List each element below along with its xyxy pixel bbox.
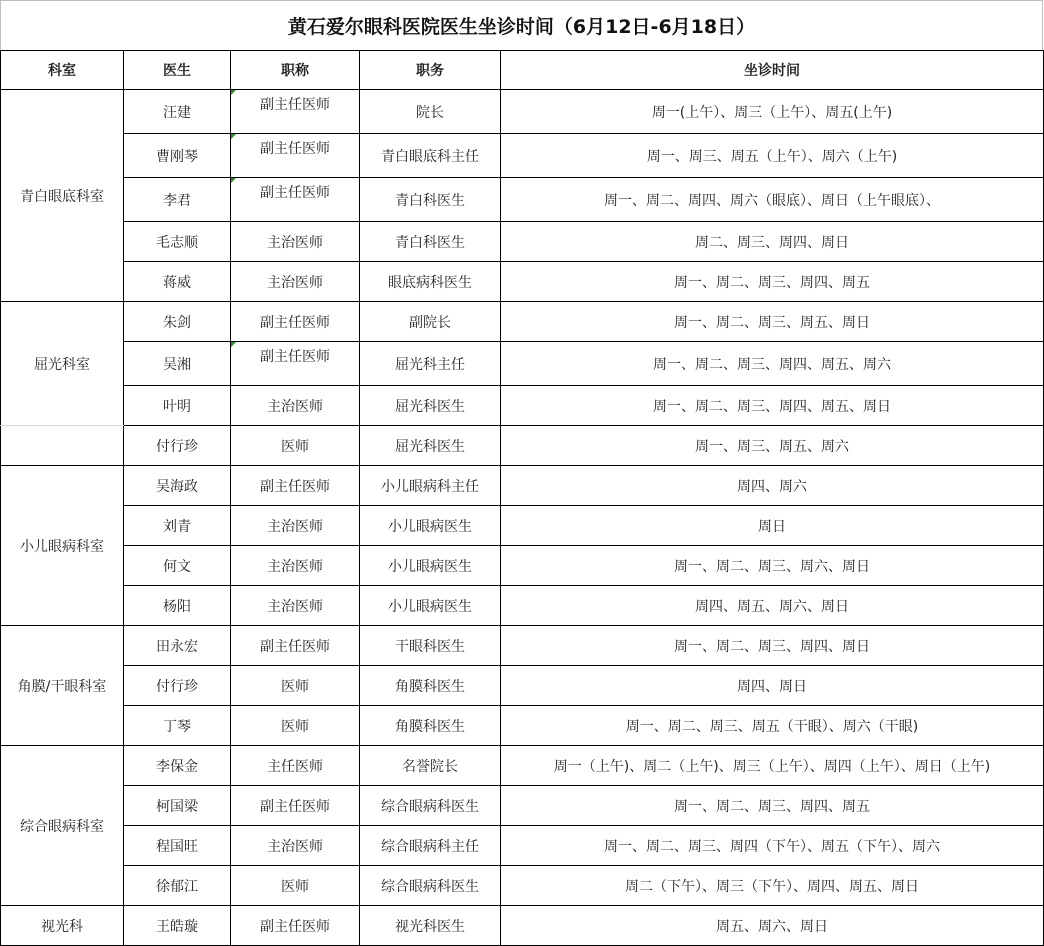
title-cell: 医师 bbox=[231, 866, 360, 906]
schedule-cell: 周四、周六 bbox=[501, 466, 1044, 506]
header-dept: 科室 bbox=[1, 51, 124, 90]
schedule-cell: 周一(上午）、周三（上午）、周五(上午) bbox=[501, 90, 1044, 134]
position-cell: 屈光科医生 bbox=[360, 386, 501, 426]
position-cell: 青白眼底科主任 bbox=[360, 134, 501, 178]
schedule-cell: 周二（下午）、周三（下午）、周四、周五、周日 bbox=[501, 866, 1044, 906]
position-cell: 屈光科主任 bbox=[360, 342, 501, 386]
position-cell: 综合眼病科医生 bbox=[360, 786, 501, 826]
title-cell: 主治医师 bbox=[231, 262, 360, 302]
dept-cell: 小儿眼病科室 bbox=[1, 466, 124, 626]
title-cell: 主治医师 bbox=[231, 826, 360, 866]
schedule-cell: 周一（上午)、周二（上午)、周三（上午）、周四（上午）、周日（上午) bbox=[501, 746, 1044, 786]
title-cell: 副主任医师 bbox=[231, 302, 360, 342]
schedule-cell: 周一、周二、周三、周四（下午）、周五（下午）、周六 bbox=[501, 826, 1044, 866]
position-cell: 角膜科医生 bbox=[360, 666, 501, 706]
title-cell: 副主任医师 bbox=[231, 906, 360, 946]
position-cell: 小儿眼病医生 bbox=[360, 546, 501, 586]
schedule-cell: 周一、周二、周三、周五、周日 bbox=[501, 302, 1044, 342]
position-cell: 干眼科医生 bbox=[360, 626, 501, 666]
doctor-cell: 付行珍 bbox=[124, 666, 231, 706]
dept-cell: 青白眼底科室 bbox=[1, 90, 124, 302]
title-cell: 副主任医师 bbox=[231, 134, 360, 178]
position-cell: 视光科医生 bbox=[360, 906, 501, 946]
doctor-cell: 柯国梁 bbox=[124, 786, 231, 826]
position-cell: 屈光科医生 bbox=[360, 426, 501, 466]
title-cell: 主治医师 bbox=[231, 506, 360, 546]
table-row bbox=[1, 222, 1044, 262]
position-cell: 副院长 bbox=[360, 302, 501, 342]
doctor-cell: 叶明 bbox=[124, 386, 231, 426]
header-doctor: 医生 bbox=[124, 51, 231, 90]
doctor-cell: 朱剑 bbox=[124, 302, 231, 342]
doctor-cell: 毛志顺 bbox=[124, 222, 231, 262]
table-row bbox=[1, 262, 1044, 302]
doctor-cell: 付行珍 bbox=[124, 426, 231, 466]
table-row bbox=[1, 466, 1044, 506]
doctor-cell: 李君 bbox=[124, 178, 231, 222]
doctor-cell: 程国旺 bbox=[124, 826, 231, 866]
table-row bbox=[1, 302, 1044, 342]
schedule-cell: 周一、周二、周三、周四、周五、周六 bbox=[501, 342, 1044, 386]
doctor-cell: 丁琴 bbox=[124, 706, 231, 746]
table-row bbox=[1, 546, 1044, 586]
title-cell: 主治医师 bbox=[231, 386, 360, 426]
schedule-cell: 周一、周二、周三、周六、周日 bbox=[501, 546, 1044, 586]
doctor-cell: 吴海政 bbox=[124, 466, 231, 506]
header-title: 职称 bbox=[231, 51, 360, 90]
table-row bbox=[1, 746, 1044, 786]
schedule-cell: 周四、周日 bbox=[501, 666, 1044, 706]
schedule-cell: 周一、周二、周三、周四、周五 bbox=[501, 786, 1044, 826]
position-cell: 眼底病科医生 bbox=[360, 262, 501, 302]
title-cell: 医师 bbox=[231, 706, 360, 746]
position-cell: 小儿眼病科主任 bbox=[360, 466, 501, 506]
schedule-cell: 周一、周三、周五（上午）、周六（上午) bbox=[501, 134, 1044, 178]
position-cell: 小儿眼病医生 bbox=[360, 506, 501, 546]
schedule-cell: 周四、周五、周六、周日 bbox=[501, 586, 1044, 626]
dept-cell: 综合眼病科室 bbox=[1, 746, 124, 906]
schedule-cell: 周一、周二、周三、周四、周日 bbox=[501, 626, 1044, 666]
title-cell: 副主任医师 bbox=[231, 342, 360, 386]
table-row bbox=[1, 666, 1044, 706]
doctor-cell: 王皓璇 bbox=[124, 906, 231, 946]
doctor-cell: 吴湘 bbox=[124, 342, 231, 386]
schedule-table bbox=[0, 50, 1044, 946]
title-cell: 医师 bbox=[231, 666, 360, 706]
table-row bbox=[1, 586, 1044, 626]
doctor-cell: 汪建 bbox=[124, 90, 231, 134]
title-cell: 副主任医师 bbox=[231, 626, 360, 666]
schedule-cell: 周一、周三、周五、周六 bbox=[501, 426, 1044, 466]
position-cell: 综合眼病科医生 bbox=[360, 866, 501, 906]
position-cell: 青白科医生 bbox=[360, 178, 501, 222]
position-cell: 综合眼病科主任 bbox=[360, 826, 501, 866]
table-row bbox=[1, 706, 1044, 746]
table-row bbox=[1, 386, 1044, 426]
table-row bbox=[1, 178, 1044, 222]
doctor-cell: 徐郁江 bbox=[124, 866, 231, 906]
header-schedule: 坐诊时间 bbox=[501, 51, 1044, 90]
schedule-cell: 周二、周三、周四、周日 bbox=[501, 222, 1044, 262]
schedule-cell: 周一、周二、周三、周四、周五、周日 bbox=[501, 386, 1044, 426]
title-cell: 主治医师 bbox=[231, 586, 360, 626]
schedule-cell: 周一、周二、周四、周六（眼底）、周日（上午眼底）、 bbox=[501, 178, 1044, 222]
table-row bbox=[1, 134, 1044, 178]
title-cell: 主治医师 bbox=[231, 546, 360, 586]
header-row bbox=[1, 51, 1044, 90]
position-cell: 院长 bbox=[360, 90, 501, 134]
sheet-title: 黄石爱尔眼科医院医生坐诊时间（6月12日-6月18日） bbox=[0, 0, 1043, 50]
title-cell: 副主任医师 bbox=[231, 90, 360, 134]
schedule-cell: 周一、周二、周三、周五（干眼）、周六（干眼) bbox=[501, 706, 1044, 746]
title-cell: 副主任医师 bbox=[231, 786, 360, 826]
table-row bbox=[1, 626, 1044, 666]
doctor-cell: 田永宏 bbox=[124, 626, 231, 666]
doctor-cell: 杨阳 bbox=[124, 586, 231, 626]
title-cell: 副主任医师 bbox=[231, 178, 360, 222]
table-row bbox=[1, 426, 1044, 466]
title-cell: 副主任医师 bbox=[231, 466, 360, 506]
title-cell: 主治医师 bbox=[231, 222, 360, 262]
dept-cell: 视光科 bbox=[1, 906, 124, 946]
table-row bbox=[1, 826, 1044, 866]
dept-cell: 屈光科室 bbox=[1, 302, 124, 426]
schedule-cell: 周一、周二、周三、周四、周五 bbox=[501, 262, 1044, 302]
table-row bbox=[1, 786, 1044, 826]
doctor-cell: 曹刚琴 bbox=[124, 134, 231, 178]
title-cell: 医师 bbox=[231, 426, 360, 466]
table-row bbox=[1, 906, 1044, 946]
doctor-cell: 蒋威 bbox=[124, 262, 231, 302]
position-cell: 青白科医生 bbox=[360, 222, 501, 262]
dept-cell-empty bbox=[1, 426, 124, 466]
doctor-cell: 刘青 bbox=[124, 506, 231, 546]
table-row bbox=[1, 90, 1044, 134]
header-position: 职务 bbox=[360, 51, 501, 90]
table-row bbox=[1, 342, 1044, 386]
title-cell: 主任医师 bbox=[231, 746, 360, 786]
position-cell: 名誉院长 bbox=[360, 746, 501, 786]
schedule-cell: 周五、周六、周日 bbox=[501, 906, 1044, 946]
doctor-cell: 何文 bbox=[124, 546, 231, 586]
table-row bbox=[1, 866, 1044, 906]
position-cell: 小儿眼病医生 bbox=[360, 586, 501, 626]
dept-cell: 角膜/干眼科室 bbox=[1, 626, 124, 746]
position-cell: 角膜科医生 bbox=[360, 706, 501, 746]
table-row bbox=[1, 506, 1044, 546]
doctor-cell: 李保金 bbox=[124, 746, 231, 786]
schedule-cell: 周日 bbox=[501, 506, 1044, 546]
